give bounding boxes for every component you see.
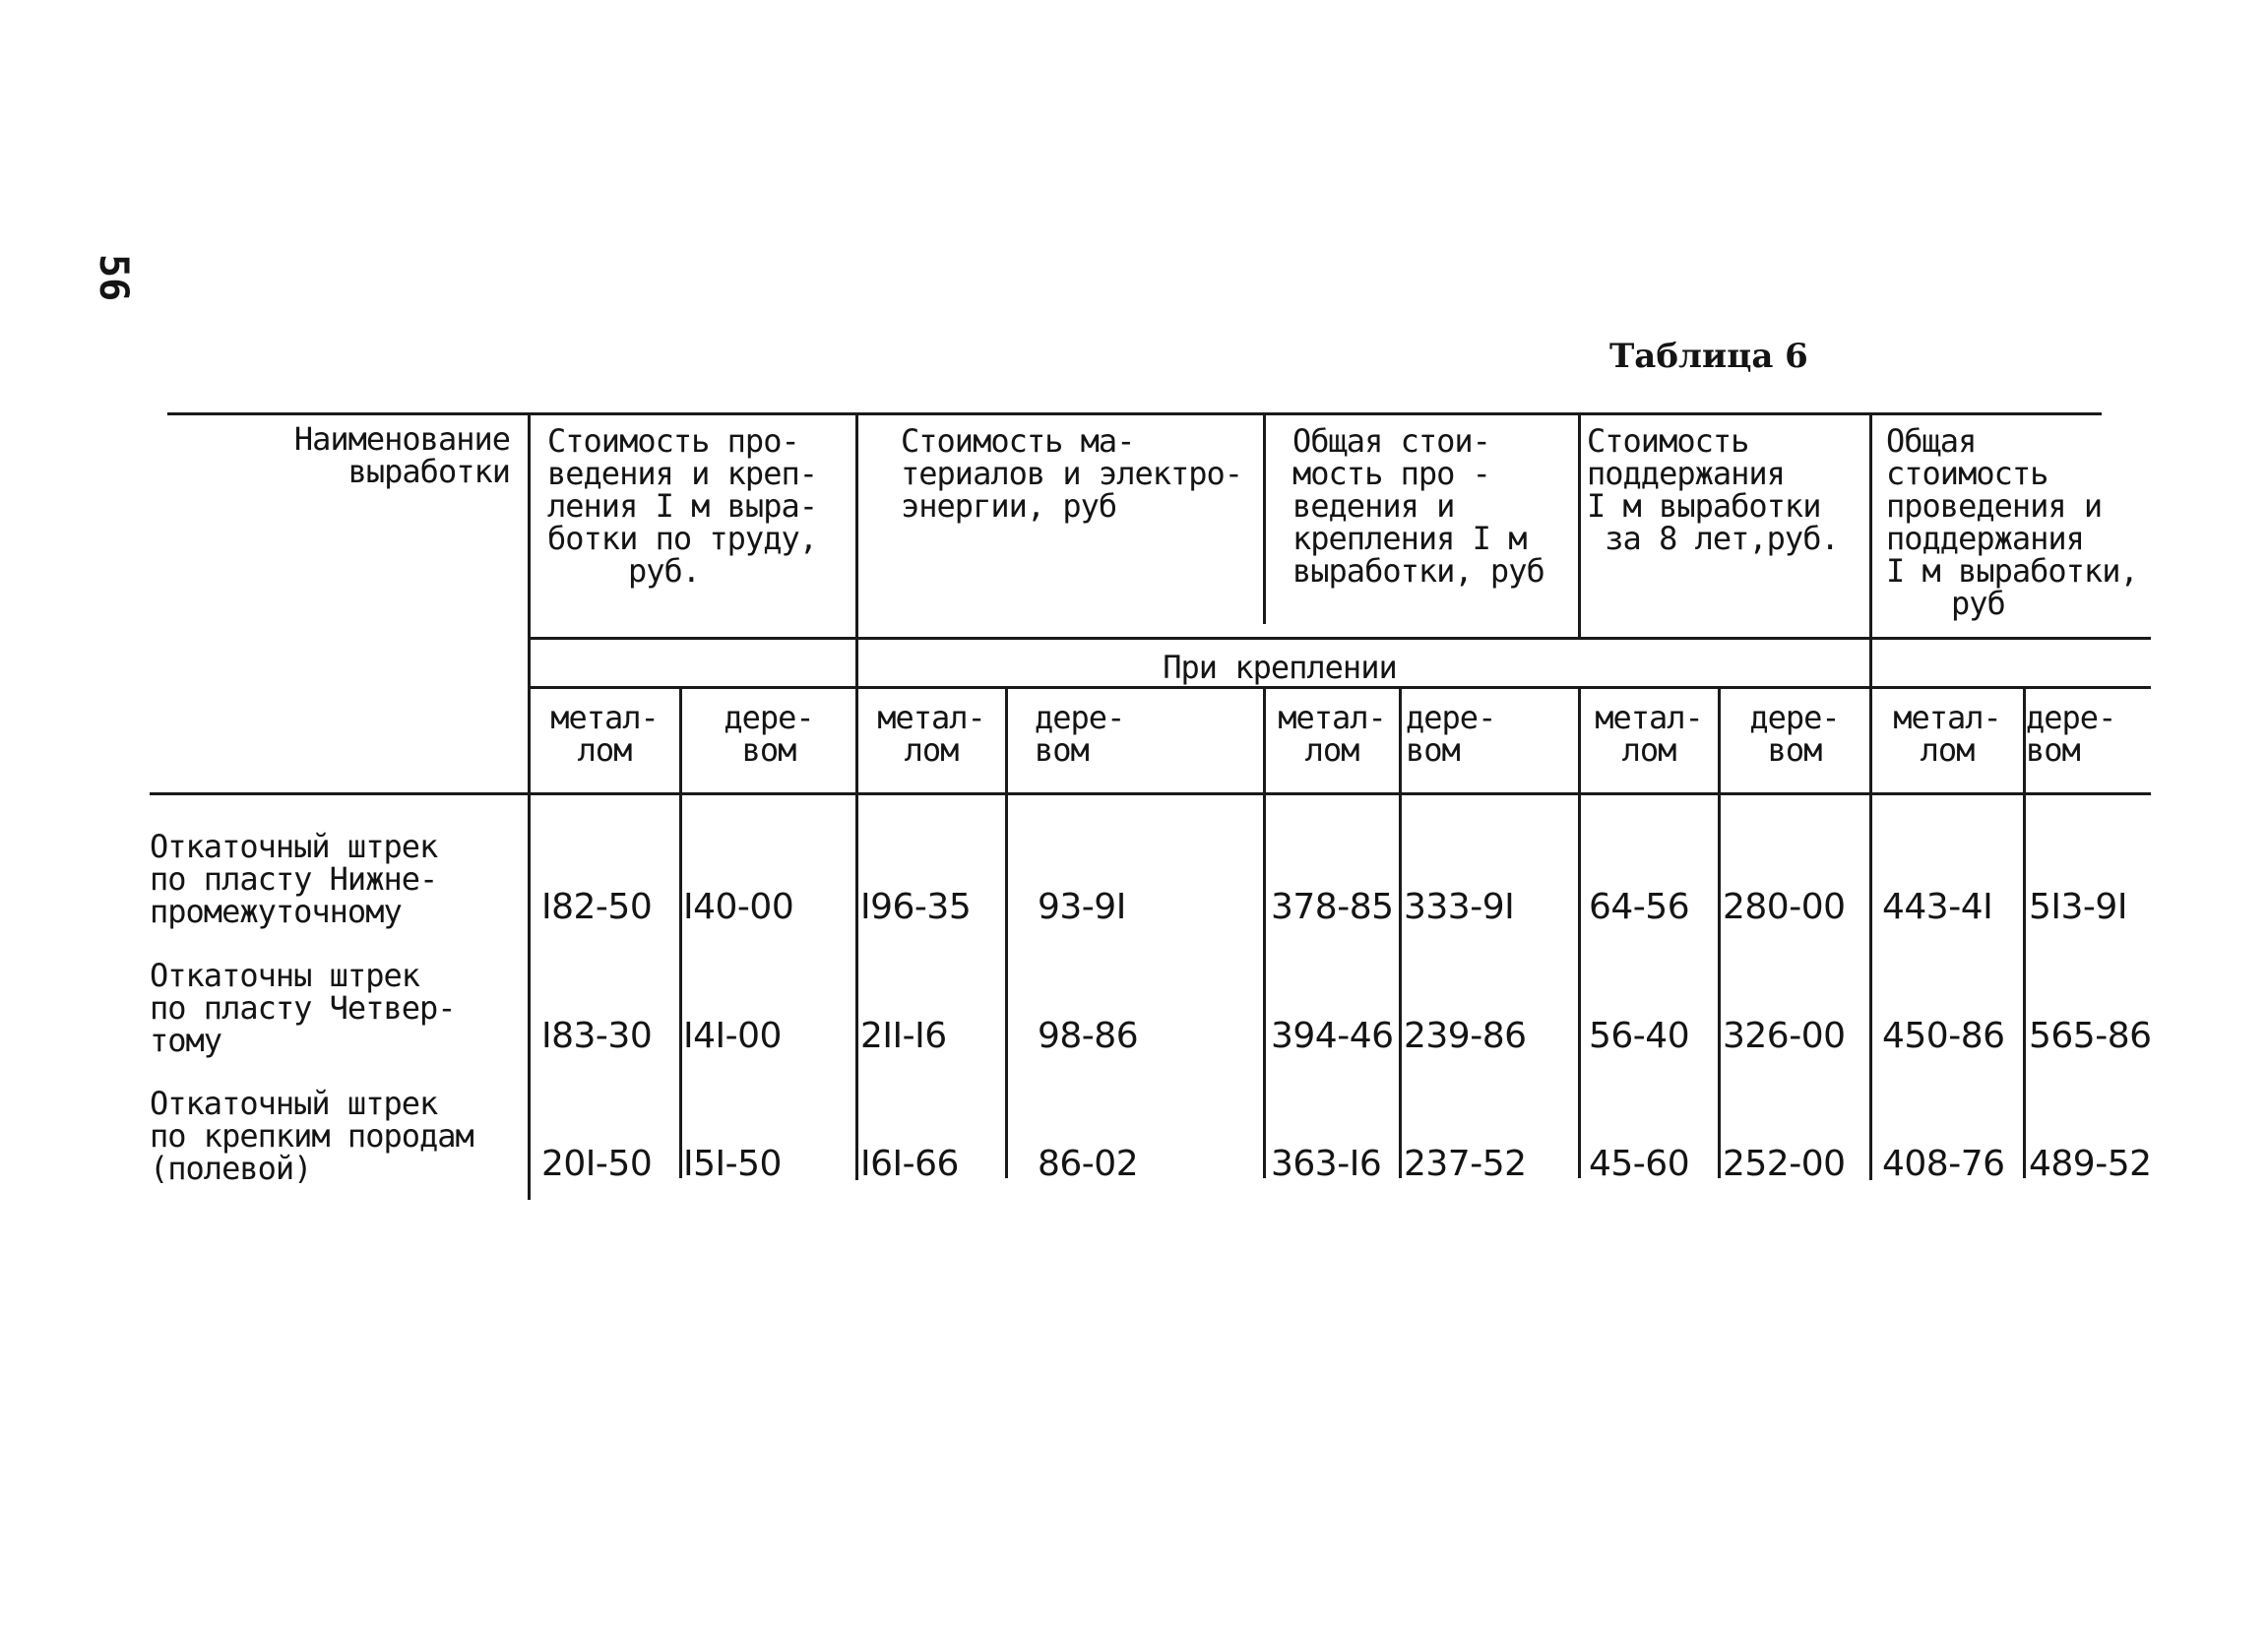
header-group-maintenance-cost: Стоимость поддержания I м выработки за 8 лет,руб. — [1587, 422, 1839, 557]
header-group-labor-cost-unit: руб. — [628, 552, 701, 590]
row-3-cell-8: 252-00 — [1723, 1144, 1846, 1184]
col-divider-1 — [855, 412, 858, 1180]
col-divider-2a — [1005, 686, 1008, 1178]
subheader-wood-3: дере- вом — [1406, 699, 1496, 769]
subheader-wood-4: дере- вом — [1749, 699, 1840, 769]
row-1-cell-10: 5I3-9I — [2029, 887, 2127, 927]
row-1-cell-1: I82-50 — [541, 887, 653, 927]
row-2-cell-2: I4I-00 — [683, 1016, 782, 1056]
col-divider-4 — [1869, 412, 1872, 1180]
row-3-cell-6: 237-52 — [1404, 1144, 1527, 1184]
col-divider-4-lower — [1578, 686, 1581, 1178]
col-divider-4a — [1718, 686, 1721, 1178]
row-1-cell-9: 443-4I — [1882, 887, 1993, 927]
col-divider-2 — [1263, 412, 1266, 624]
page-number: 56 — [91, 254, 136, 302]
header-group-total-cost: Общая стоимость проведения и поддержания I м выработки, — [1886, 422, 2138, 590]
col-divider-name — [528, 412, 531, 1200]
row-2-name: Откаточны штрек по пласту Четвер- тому — [150, 957, 456, 1059]
row-2-cell-10: 565-86 — [2029, 1016, 2152, 1056]
span-label-fastening: При креплении — [1163, 649, 1397, 686]
row-2-cell-8: 326-00 — [1723, 1016, 1846, 1056]
header-group-total-cost-unit: руб — [1951, 585, 2005, 622]
row-3-cell-7: 45-60 — [1589, 1144, 1690, 1184]
header-name-column: Наименование выработки — [293, 420, 510, 490]
col-divider-1a — [679, 686, 682, 1178]
row-3-cell-4: 86-02 — [1038, 1144, 1139, 1184]
col-divider-3-lower — [1263, 686, 1266, 1178]
header-subgroup-rule — [530, 637, 2151, 640]
row-1-cell-4: 93-9I — [1038, 887, 1126, 927]
table-top-rule — [167, 412, 2102, 415]
subheader-metal-1: метал- лом — [550, 699, 659, 769]
row-1-name: Откаточный штрек по пласту Нижне- промежуточному — [150, 828, 438, 930]
header-group-labor-cost: Стоимость про- ведения и креп- ления I м выра- ботки по труду, — [547, 422, 817, 557]
subheader-wood-5: дере- вом — [2026, 699, 2116, 769]
row-2-cell-3: 2II-I6 — [860, 1016, 947, 1056]
subheader-metal-2: метал- лом — [877, 699, 985, 769]
subheader-wood-1: дере- вом — [724, 699, 814, 769]
row-3-cell-5: 363-I6 — [1271, 1144, 1382, 1184]
row-1-cell-8: 280-00 — [1723, 887, 1846, 927]
header-group-total-driving-cost: Общая стои- мость про - ведения и крепления I м выработки, руб — [1292, 422, 1544, 590]
row-2-cell-9: 450-86 — [1882, 1016, 2005, 1056]
row-1-cell-5: 378-85 — [1271, 887, 1394, 927]
row-3-cell-10: 489-52 — [2029, 1144, 2152, 1184]
row-2-cell-7: 56-40 — [1589, 1016, 1690, 1056]
subheader-wood-2: дере- вом — [1035, 699, 1125, 769]
row-1-cell-2: I40-00 — [683, 887, 794, 927]
row-2-cell-6: 239-86 — [1404, 1016, 1527, 1056]
row-1-cell-6: 333-9I — [1404, 887, 1515, 927]
row-2-cell-1: I83-30 — [541, 1016, 653, 1056]
row-1-cell-7: 64-56 — [1589, 887, 1690, 927]
row-2-cell-5: 394-46 — [1271, 1016, 1394, 1056]
subheader-metal-5: метал- лом — [1893, 699, 2001, 769]
col-divider-3a — [1399, 686, 1402, 1178]
col-divider-3 — [1578, 412, 1581, 637]
subheader-metal-4: метал- лом — [1595, 699, 1703, 769]
span-label-rule — [530, 686, 2151, 689]
subheader-metal-3: метал- лом — [1278, 699, 1386, 769]
row-3-name: Откаточный штрек по крепким породам (полевой) — [150, 1085, 473, 1187]
row-1-cell-3: I96-35 — [860, 887, 972, 927]
header-group-materials-cost: Стоимость ма- териалов и электро- энергии, руб — [901, 422, 1243, 525]
header-bottom-rule — [150, 792, 2151, 795]
row-3-cell-2: I5I-50 — [683, 1144, 782, 1184]
table-caption: Таблица 6 — [1609, 337, 1808, 376]
row-3-cell-9: 408-76 — [1882, 1144, 2005, 1184]
row-3-cell-3: I6I-66 — [860, 1144, 959, 1184]
row-3-cell-1: 20I-50 — [541, 1144, 653, 1184]
row-2-cell-4: 98-86 — [1038, 1016, 1139, 1056]
